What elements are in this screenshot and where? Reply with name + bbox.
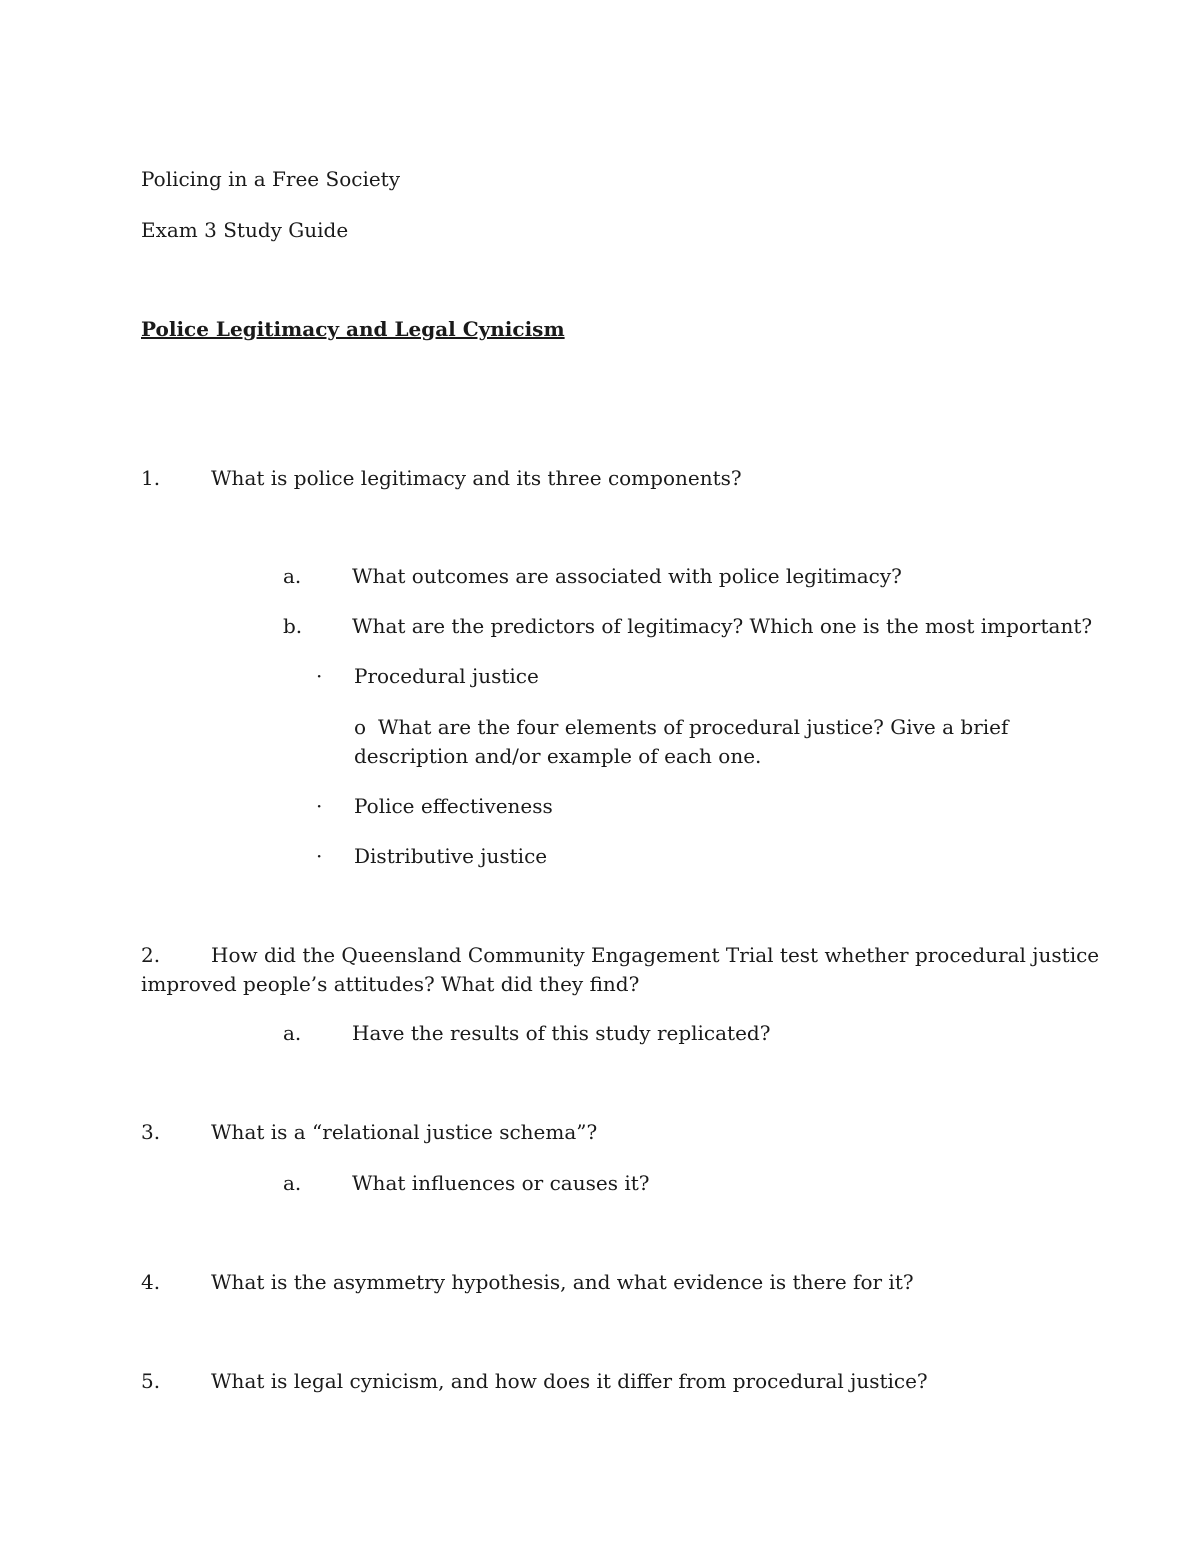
question-1-number: 1. bbox=[141, 466, 161, 490]
question-1a-letter: a. bbox=[283, 564, 302, 588]
question-1b-text: What are the predictors of legitimacy? Which one is the most important? bbox=[352, 614, 1093, 638]
question-4-text: What is the asymmetry hypothesis, and what evidence is there for it? bbox=[211, 1270, 914, 1294]
question-2a-letter: a. bbox=[283, 1021, 302, 1045]
bullet-2-text: Police effectiveness bbox=[354, 794, 553, 818]
bullet-2-marker: · bbox=[316, 794, 323, 818]
question-1-text: What is police legitimacy and its three components? bbox=[211, 466, 742, 490]
question-2a-text: Have the results of this study replicated? bbox=[352, 1021, 771, 1045]
question-4-number: 4. bbox=[141, 1270, 161, 1294]
question-3-number: 3. bbox=[141, 1120, 161, 1144]
sub-bullet-text-line-2: description and/or example of each one. bbox=[354, 744, 762, 768]
bullet-3-text: Distributive justice bbox=[354, 844, 548, 868]
question-2-text-line-1: How did the Queensland Community Engagement Trial test whether procedural justice bbox=[211, 943, 1100, 967]
question-2-text-line-2: improved people’s attitudes? What did they find? bbox=[141, 972, 640, 996]
question-2-number: 2. bbox=[141, 943, 161, 967]
course-title: Policing in a Free Society bbox=[141, 167, 401, 191]
section-heading: Police Legitimacy and Legal Cynicism bbox=[141, 317, 565, 341]
question-5-number: 5. bbox=[141, 1369, 161, 1393]
question-3-text: What is a “relational justice schema”? bbox=[211, 1120, 598, 1144]
bullet-3-marker: · bbox=[316, 844, 323, 868]
bullet-1-marker: · bbox=[316, 664, 323, 688]
sub-bullet-text-line-1: What are the four elements of procedural justice? Give a brief bbox=[378, 715, 1009, 739]
question-3a-text: What influences or causes it? bbox=[352, 1171, 650, 1195]
question-1a-text: What outcomes are associated with police legitimacy? bbox=[352, 564, 902, 588]
sub-bullet-marker: o bbox=[354, 715, 367, 739]
guide-title: Exam 3 Study Guide bbox=[141, 218, 349, 242]
question-3a-letter: a. bbox=[283, 1171, 302, 1195]
bullet-1-text: Procedural justice bbox=[354, 664, 539, 688]
question-5-text: What is legal cynicism, and how does it differ from procedural justice? bbox=[211, 1369, 928, 1393]
question-1b-letter: b. bbox=[283, 614, 303, 638]
